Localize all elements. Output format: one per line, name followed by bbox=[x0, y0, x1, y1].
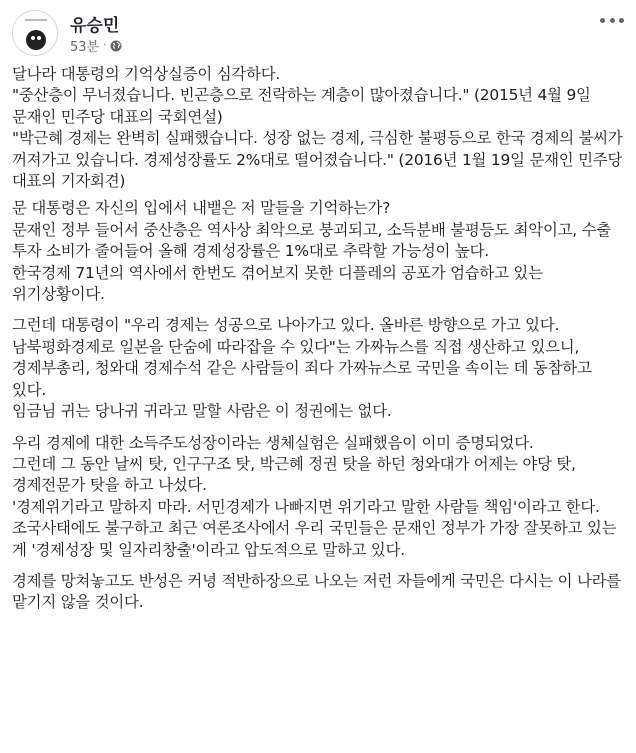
more-options-icon[interactable] bbox=[600, 12, 624, 28]
post-header bbox=[12, 10, 624, 56]
post-text-line: 한국경제 71년의 역사에서 한번도 겪어보지 못한 디플레의 공포가 엄습하고 있는 위기상황이다. bbox=[12, 263, 543, 304]
post-text-line: "중산층이 무너졌습니다. 빈곤층으로 전락하는 계층이 많아졌습니다." (2015년 4월 9일 문재인 민주당 대표의 국회연설) bbox=[12, 86, 591, 126]
post-text-line: '경제위기라고 말하지 마라. 서민경제가 나빠지면 위기라고 말한 사람들 책임'이라고 한다. bbox=[12, 497, 600, 516]
post-paragraph bbox=[12, 433, 624, 561]
post-paragraph bbox=[12, 198, 624, 305]
post-text-line: 임금님 귀는 당나귀 귀라고 말할 사람은 이 정권에는 없다. bbox=[12, 402, 392, 421]
post-text-line: 그런데 대통령이 "우리 경제는 성공으로 나아가고 있다. 올바른 방향으로 가고 있다. 남북평화경제로 일본을 단숨에 따라잡을 수 있다"는 가짜뉴스를 직접 생산하고 있으니, 경제부총리, 청와대 경제수석 같은 사람들이 죄다 가짜뉴스로 국민을 속이는 데 동참하고 있다. bbox=[12, 316, 592, 399]
post-paragraph bbox=[12, 64, 624, 192]
post-body bbox=[12, 64, 624, 624]
avatar[interactable] bbox=[12, 10, 58, 56]
post-text-line: 문 대통령은 자신의 입에서 내뱉은 저 말들을 기억하는가? bbox=[12, 199, 391, 218]
post-text-line: 그런데 그 동안 날씨 탓, 인구구조 탓, 박근혜 정권 탓을 하던 청와대가 어제는 야당 탓, 경제전문가 탓을 하고 나섰다. bbox=[12, 454, 576, 495]
post-timestamp[interactable]: 53분 bbox=[70, 40, 100, 55]
post-text-line: 경제를 망쳐놓고도 반성은 커녕 적반하장으로 나오는 저런 자들에게 국민은 다시는 이 나라를 맡기지 않을 것이다. bbox=[12, 571, 621, 612]
author-name[interactable]: 유승민 bbox=[70, 16, 120, 36]
post-paragraph bbox=[12, 315, 624, 422]
post-meta bbox=[70, 36, 122, 55]
post-text-line: 우리 경제에 대한 소득주도성장이라는 생체실험은 실패했음이 이미 증명되었다. bbox=[12, 433, 534, 452]
globe-icon[interactable] bbox=[110, 40, 122, 52]
profile-photo-icon bbox=[13, 11, 58, 56]
post-paragraph bbox=[12, 571, 624, 614]
post-text-line: 조국사태에도 불구하고 최근 여론조사에서 우리 국민들은 문재인 정부가 가장 잘못하고 있는 게 '경제성장 및 일자리창출'이라고 압도적으로 말하고 있다. bbox=[12, 519, 617, 559]
post-text-line: 달나라 대통령의 기억상실증이 심각하다. bbox=[12, 65, 281, 83]
post-text-line: 문재인 정부 들어서 중산층은 역사상 최악으로 붕괴되고, 소득분배 불평등도 최악이고, 수출 투자 소비가 줄어들어 올해 경제성장률은 1%대로 추락할 가능성이 높다. bbox=[12, 220, 611, 261]
separator-dot: · bbox=[103, 40, 107, 51]
post-text-line: "박근혜 경제는 완벽히 실패했습니다. 성장 없는 경제, 극심한 불평등으로 한국 경제의 불씨가 꺼져가고 있습니다. 경제성장률도 2%대로 떨어졌습니다." (2016년 1월 19일 문재인 민주당 대표의 기자회견) bbox=[12, 129, 623, 191]
